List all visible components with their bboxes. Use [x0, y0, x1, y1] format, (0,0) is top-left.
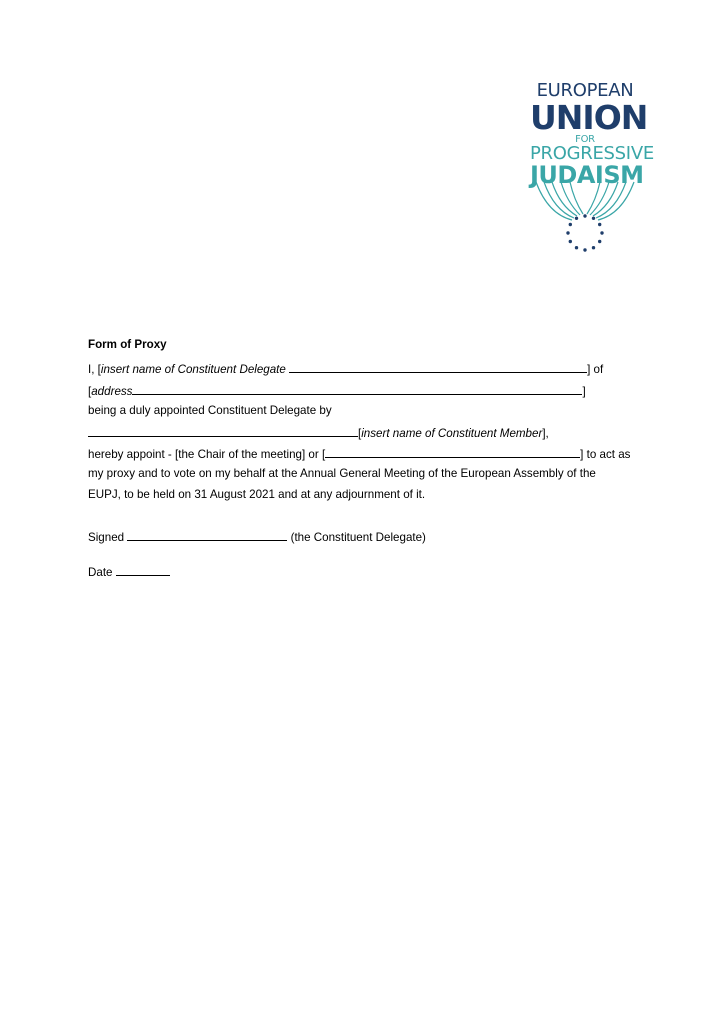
appoint-line: [88, 446, 630, 462]
logo-line-for: FOR: [575, 134, 595, 145]
logo-line-union: UNION: [530, 98, 648, 137]
member-suffix: ],: [542, 427, 549, 440]
address-field[interactable]: [132, 383, 582, 395]
appoint-suffix: ] to act as: [580, 448, 631, 461]
address-prefix: [: [88, 385, 92, 398]
proxy-text-line: my proxy and to vote on my behalf at the Annual General Meeting of the European Assembly of the: [88, 467, 596, 480]
logo-line-judaism: JUDAISM: [530, 161, 644, 189]
signed-label: Signed: [88, 531, 125, 544]
signature-line: [88, 529, 426, 545]
appoint-prefix: hereby appoint - [the Chair of the meeting] or [: [88, 448, 326, 461]
date-label: Date: [88, 566, 113, 579]
date-line: [88, 564, 170, 580]
logo-line-progressive: PROGRESSIVE: [530, 143, 654, 164]
member-name-line: [88, 425, 549, 441]
address-suffix: ]: [582, 385, 586, 398]
delegate-suffix: ] of: [587, 363, 604, 376]
member-prefix: [: [358, 427, 362, 440]
address-hint: address: [91, 385, 133, 398]
delegate-prefix: I, [: [88, 363, 101, 376]
proxy-name-field[interactable]: [325, 446, 580, 458]
meeting-date-line: EUPJ, to be held on 31 August 2021 and at any adjournment of it.: [88, 488, 426, 501]
eupj-logo: [530, 80, 654, 262]
member-name-hint: insert name of Constituent Member: [361, 427, 543, 440]
date-field[interactable]: [116, 564, 170, 576]
signature-field[interactable]: [127, 529, 287, 541]
address-line: [88, 383, 586, 399]
member-name-field[interactable]: [88, 425, 358, 437]
form-title: Form of Proxy: [88, 338, 167, 351]
delegate-name-line: [88, 361, 603, 377]
logo-emblem-icon: [530, 180, 640, 260]
delegate-name-field[interactable]: [289, 361, 587, 373]
appointed-by-line: being a duly appointed Constituent Delegate by: [88, 404, 332, 417]
signed-suffix: (the Constituent Delegate): [290, 531, 426, 544]
logo-line-european: EUROPEAN: [536, 80, 634, 101]
delegate-name-hint: insert name of Constituent Delegate: [100, 363, 286, 376]
